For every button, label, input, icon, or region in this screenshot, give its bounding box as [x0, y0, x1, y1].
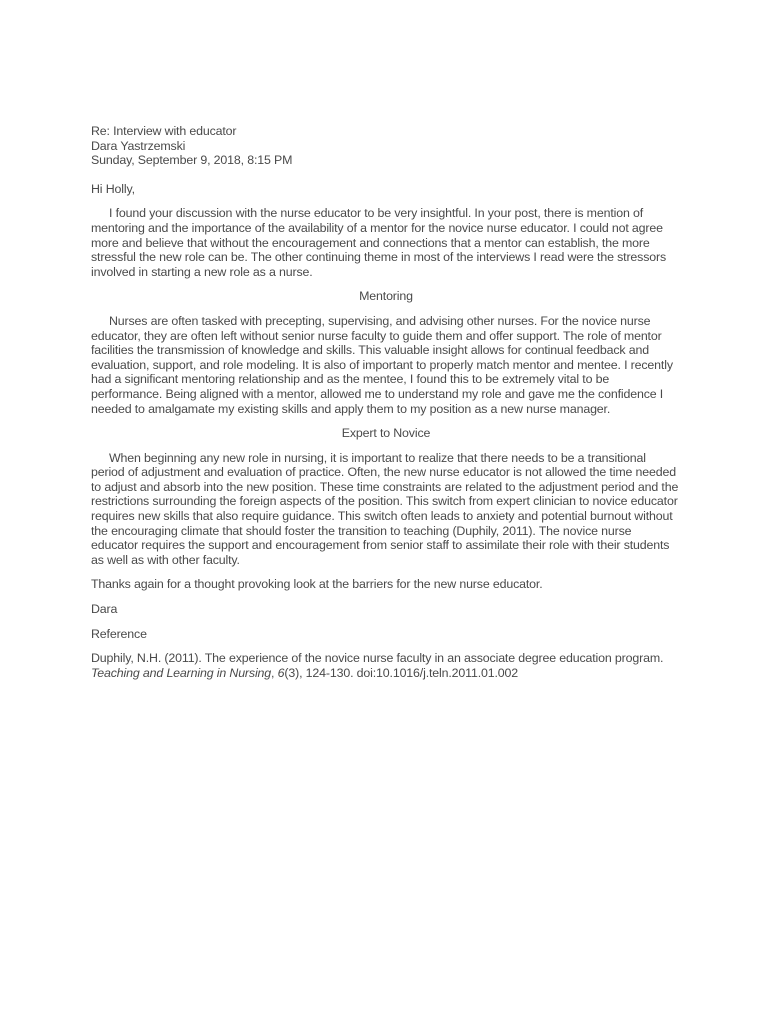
section-heading-expert-to-novice: Expert to Novice	[341, 426, 431, 441]
reference-journal: Teaching and Learning in Nursing	[91, 665, 272, 680]
reference-heading: Reference	[91, 626, 147, 641]
forum-post	[91, 124, 681, 690]
greeting: Hi Holly,	[91, 181, 135, 196]
reference-lead: Duphily, N.H. (2011). The experience of the novice nurse faculty in an associate degree education program.	[91, 651, 664, 666]
signature: Dara	[91, 602, 118, 617]
section-body-mentoring: Nurses are often tasked with precepting, supervising, and advising other nurses. For the novice nurse educator, they are often left without senior nurse faculty to guide them and offer support. The role of mentor facilities the transmission of knowledge and skills. This valuable insight allows for continual feedback and evaluation, support, and role modeling. It is also of important to properly match mentor and mentee. I recently had a significant mentoring relationship and as the mentee, I found this to be extremely vital to be performance. Being aligned with a mentor, allowed me to understand my role and gave me the confidence I needed to amalgamate my existing skills and apply them to my position as a new nurse manager.	[91, 313, 673, 416]
section-heading-mentoring: Mentoring	[359, 289, 413, 304]
post-header	[91, 124, 681, 168]
post-subject: Re: Interview with educator	[91, 124, 237, 138]
section-body-expert-to-novice: When beginning any new role in nursing, it is important to realize that there needs to be a transitional period of adjustment and evaluation of practice. Often, the new nurse educator is not allowed the time needed to adjust and absorb into the new position. These time constraints are related to the adjustment period and the restrictions surrounding the foreign aspects of the position. This switch from expert clinician to novice educator requires new skills that also require guidance. This switch often leads to anxiety and potential burnout without the encouraging climate that should foster the transition to teaching (Duphily, 2011). The novice nurse educator requires the support and encouragement from senior staff to assimilate their role with their students as well as with other faculty.	[91, 450, 679, 567]
reference-volume: 6	[277, 665, 285, 680]
post-author: Dara Yastrzemski	[91, 138, 186, 153]
reference-tail: (3), 124-130. doi:10.1016/j.teln.2011.01.002	[284, 665, 518, 680]
post-date: Sunday, September 9, 2018, 8:15 PM	[91, 153, 293, 168]
intro-paragraph: I found your discussion with the nurse educator to be very insightful. In your post, there is mention of mentoring and the importance of the availability of a mentor for the novice nurse educator. I could not agree more and believe that without the encouragement and connections that a mentor can establish, the more stressful the new role can be. The other continuing theme in most of the interviews I read were the stressors involved in starting a new role as a nurse.	[91, 206, 667, 279]
closing-paragraph: Thanks again for a thought provoking look at the barriers for the new nurse educator.	[91, 577, 543, 592]
reference-sep: ,	[271, 665, 278, 680]
reference-entry	[91, 651, 681, 680]
